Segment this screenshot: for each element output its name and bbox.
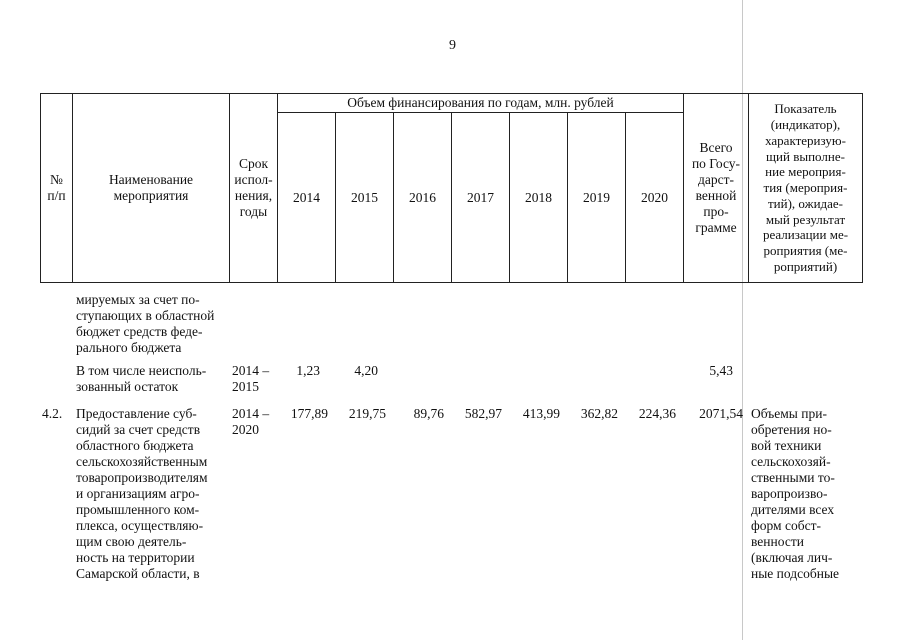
- header-year: 2015: [336, 113, 394, 283]
- row-42-num: 4.2.: [42, 406, 63, 421]
- table-header: [40, 93, 863, 283]
- row-42-value-2016: 89,76: [413, 406, 444, 421]
- header-year: 2019: [568, 113, 626, 283]
- header-num: № п/п: [41, 94, 73, 283]
- row-42-value-2017: 582,97: [464, 406, 502, 421]
- row-42-total: 2071,54: [699, 406, 743, 421]
- header-financing-group: Объем финансирования по годам, млн. рублей: [278, 94, 684, 113]
- row-42-value-2014: 177,89: [290, 406, 328, 421]
- row-42-value-2020: 224,36: [638, 406, 676, 421]
- header-year: 2017: [452, 113, 510, 283]
- row-42-value-2015: 219,75: [348, 406, 386, 421]
- continuation-text: мируемых за счет по- ступающих в областной бюджет средств феде- рального бюджета: [76, 292, 215, 355]
- row-42-term: 2014 – 2020: [232, 406, 270, 437]
- row-42-indicator: Объемы при- обретения но- вой техники сельскохозяй- ственными то- варопроизво- дителями всех форм собст- венности (включая лич- ные подсобные: [751, 406, 840, 581]
- row-42-name: Предоставление суб- сидий за счет средств областного бюджета сельскохозяйственным товаропроизводителям и организациям агро- промышленного ком- плекса, осуществляю- щим свою деятель- ность на территории Самарской области, в: [76, 406, 208, 581]
- sub-row-term: 2014 – 2015: [232, 363, 270, 394]
- header-year: 2018: [510, 113, 568, 283]
- sub-row-value-2015: 4,20: [354, 363, 378, 378]
- sub-row-total: 5,43: [709, 363, 733, 378]
- page-number: 9: [449, 38, 456, 53]
- sub-row-name: В том числе неисполь- зованный остаток: [76, 363, 207, 394]
- row-42-value-2019: 362,82: [580, 406, 618, 421]
- sub-row-value-2014: 1,23: [296, 363, 320, 378]
- header-year: 2014: [278, 113, 336, 283]
- header-term: Срок испол- нения, годы: [230, 94, 278, 283]
- header-indicator: Показатель (индикатор), характеризую- щий выполне- ние мероприя- тия (мероприя- тий), ожидае- мый результат реализации ме- роприятия (ме- роприятий): [749, 94, 863, 283]
- header-year: 2020: [626, 113, 684, 283]
- header-year: 2016: [394, 113, 452, 283]
- header-total: Всего по Госу- дарст- венной про- грамме: [684, 94, 749, 283]
- row-42-value-2018: 413,99: [522, 406, 560, 421]
- header-name: Наименование мероприятия: [73, 94, 230, 283]
